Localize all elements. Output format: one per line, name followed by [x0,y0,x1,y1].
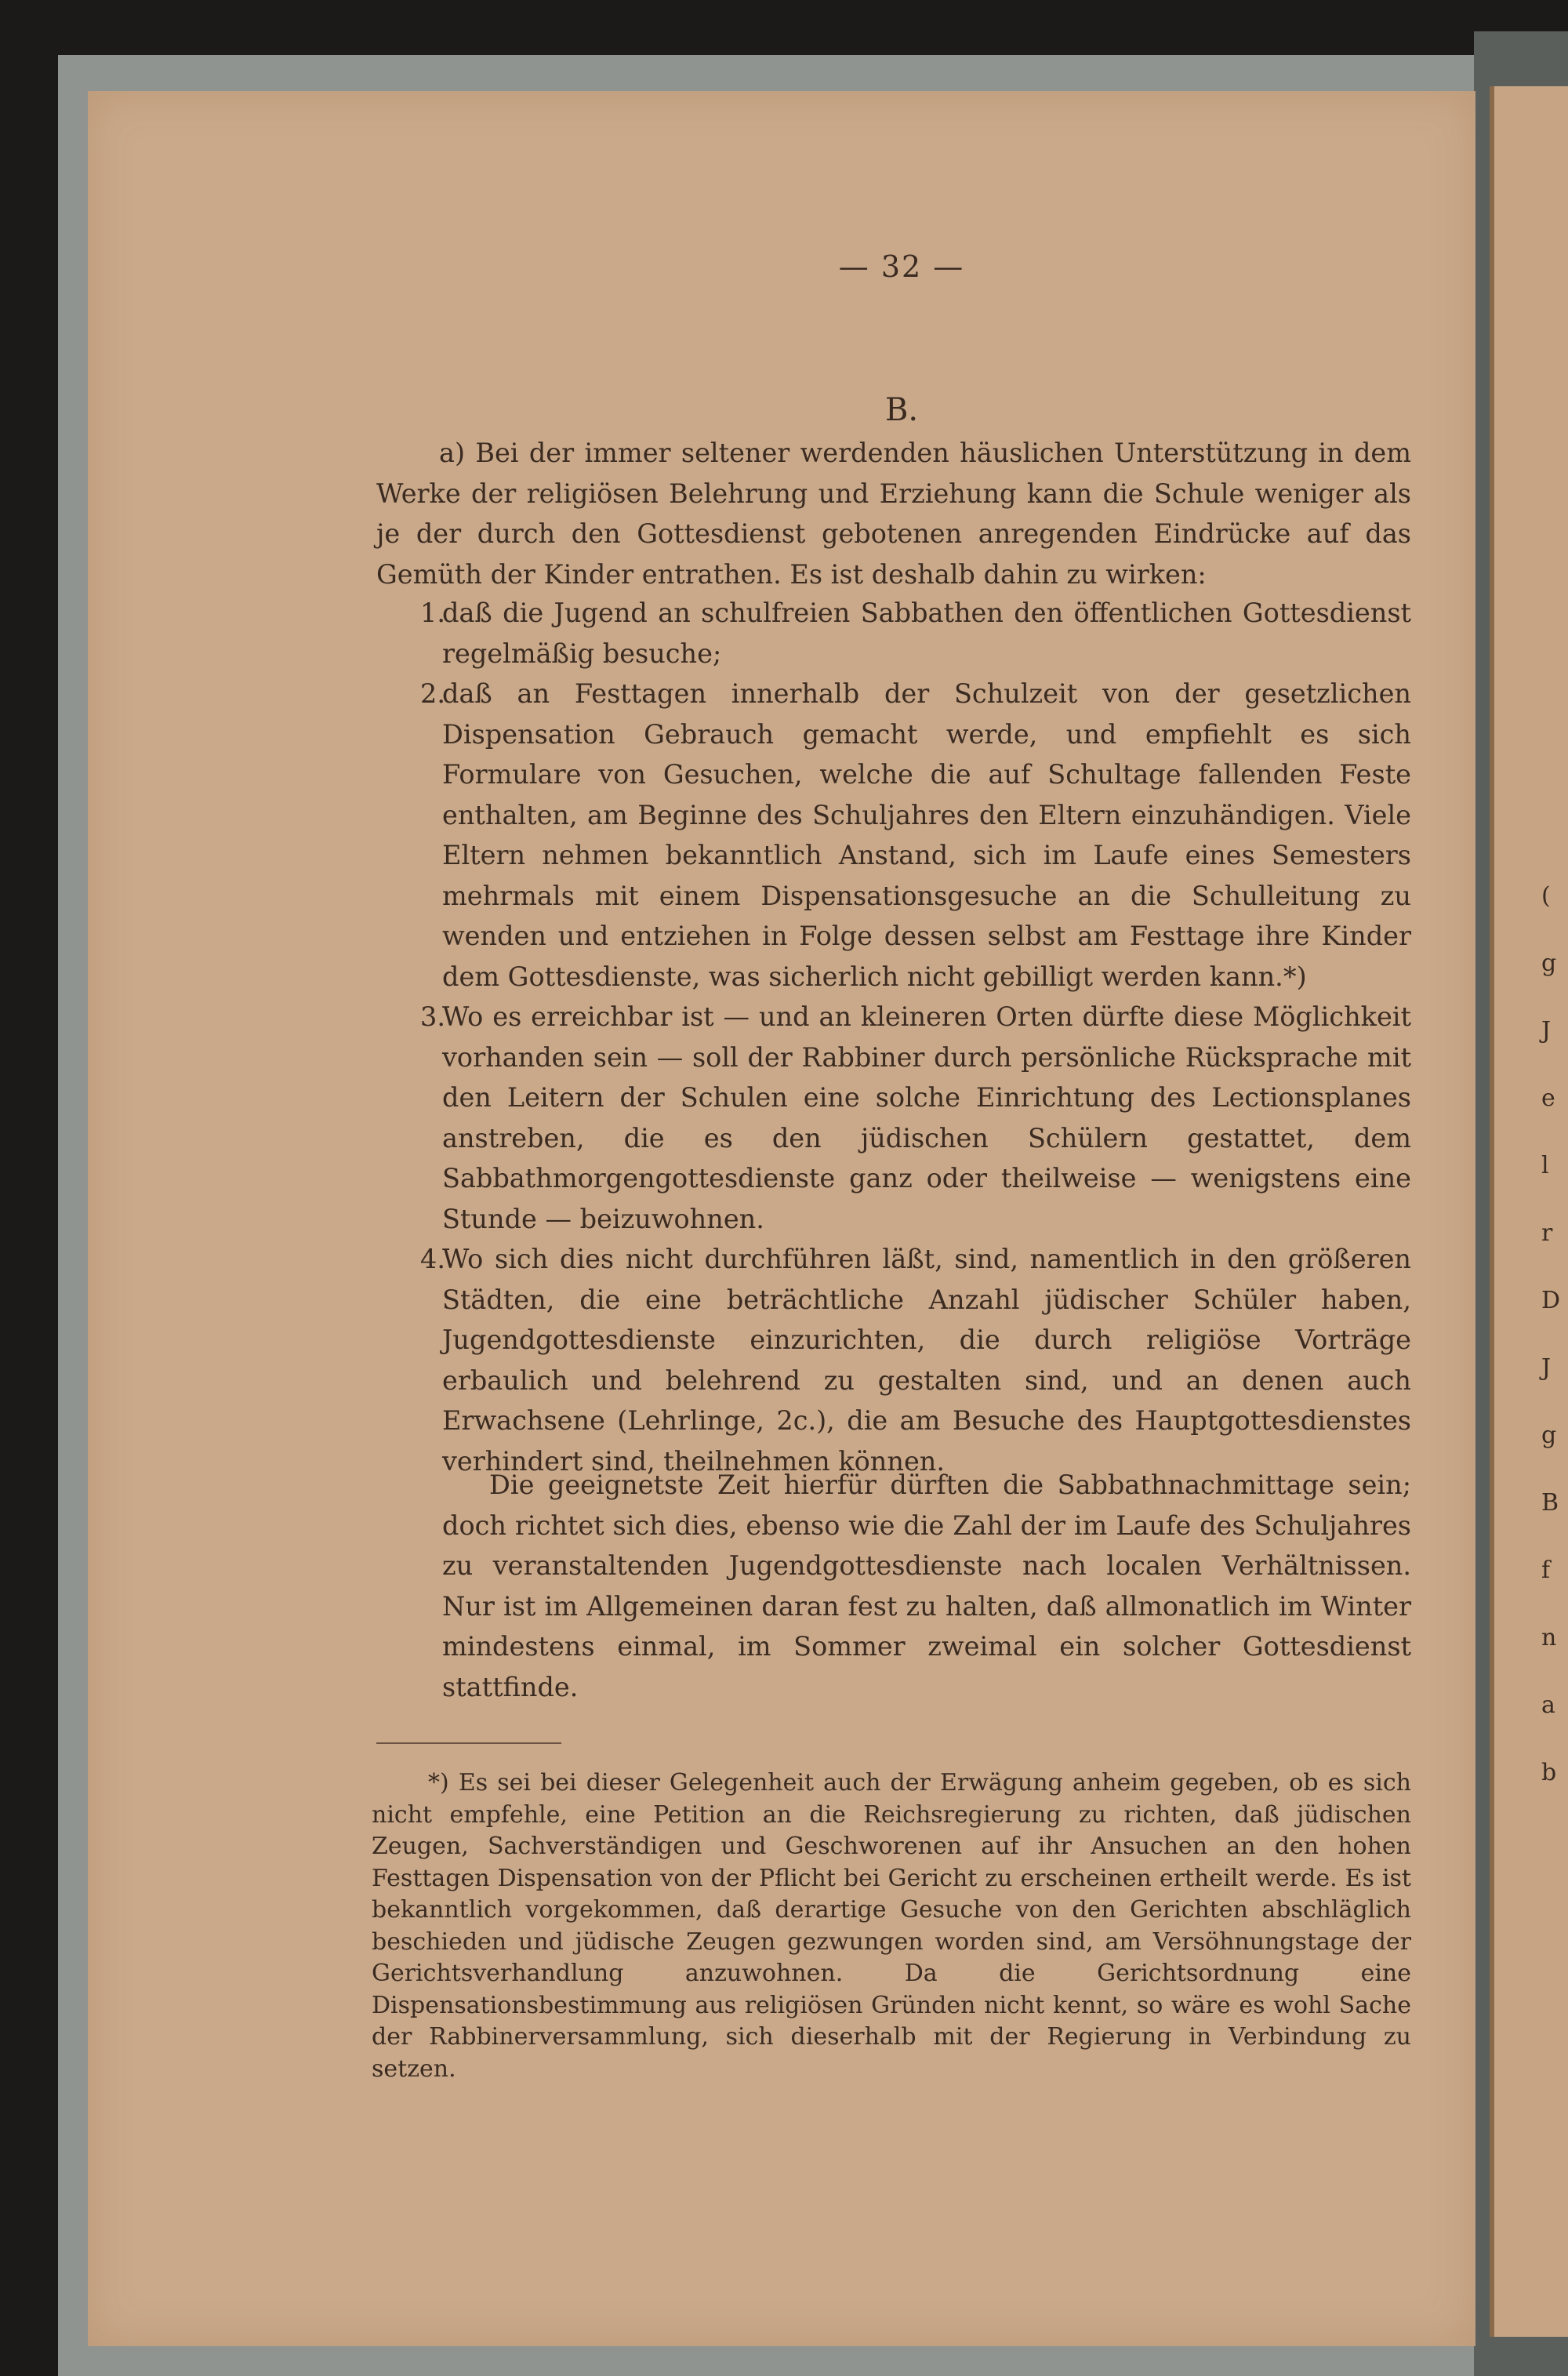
edge-glyph: l [1541,1152,1549,1179]
footnote-divider [376,1742,561,1744]
edge-glyph: ( [1541,882,1551,910]
edge-glyph: J [1541,1017,1552,1044]
edge-glyph: J [1541,1354,1552,1382]
edge-glyph: f [1541,1557,1551,1584]
edge-glyph: e [1541,1084,1555,1112]
edge-glyph: b [1541,1759,1557,1786]
closing-paragraph: Die geeignetste Zeit hierfür dürften die Sabbathnachmittage sein; doch richtet sich dies, ebenso wie die Zahl der im Laufe des Schuljahres zu veranstaltenden Jugendgottesdienste nach localen Verhältnissen. Nur ist im Allgemeinen daran fest zu halten, daß allmonatlich im Winter mindestens einmal, im Sommer zweimal ein solcher Gottesdienst stattfinde. [442,1470,1411,1702]
paragraph-a: a) Bei der immer seltener werdenden häuslichen Unterstützung in dem Werke der religiösen Belehrung und Erziehung kann die Schule weniger als je der durch den Gottesdienst gebotenen anregenden Eindrücke auf das Gemüth der Kinder entrathen. Es ist deshalb dahin zu wirken: [376,438,1411,590]
list-item [376,1239,1411,1481]
footnote: *) Es sei bei dieser Gelegenheit auch der Erwägung anheim gegeben, ob es sich nicht empfehle, eine Petition an die Reichsregierung zu richten, daß jüdischen Zeugen, Sachverständigen und Geschworenen auf ihr Ansuchen an den hohen Festtagen Dispensation von der Pflicht bei Gericht zu erscheinen ertheilt werde. Es ist bekanntlich vorgekommen, daß derartige Gesuche von den Gerichten abschläglich beschieden und jüdische Zeugen gezwungen worden sind, am Versöhnungstage der Gerichtsverhandlung anzuwohnen. Da die Gerichtsordnung eine Dispensationsbestimmung aus religiösen Gründen nicht kennt, so wäre es wohl Sache der Rabbinerversammlung, sich dieserhalb mit der Regierung in Verbindung zu setzen. [372,1769,1411,2083]
edge-glyph: g [1541,1422,1557,1449]
right-page-edge-glyphs [1541,863,1565,1807]
list-item [376,997,1411,1239]
section-title: B. [884,392,919,428]
list-item-text: daß an Festtagen innerhalb der Schulzeit von der gesetzlichen Dispensation Gebrauch gemacht werde, und empfiehlt es sich Formulare von Gesuchen, welche die auf Schultage fallenden Feste enthalten, am Beginne des Schuljahres den Eltern einzuhändigen. Viele Eltern nehmen bekanntlich Anstand, sich im Laufe eines Semesters mehrmals mit einem Dispensationsgesuche an die Schulleitung zu wenden und entziehen in Folge dessen selbst am Festtage ihre Kinder dem Gottesdienste, was sicherlich nicht gebilligt werden kann.*) [442,678,1411,992]
numbered-list [376,593,1411,1481]
edge-glyph: a [1541,1691,1555,1719]
list-item [376,674,1411,997]
list-item-text: daß die Jugend an schulfreien Sabbathen den öffentlichen Gottesdienst regelmäßig besuche; [442,598,1411,669]
edge-glyph: r [1541,1219,1553,1247]
list-item [376,593,1411,674]
edge-glyph: n [1541,1624,1557,1651]
edge-glyph: g [1541,950,1557,977]
edge-glyph: B [1541,1489,1559,1517]
list-item-number: 3. [420,1001,445,1032]
page-number-header: — 32 — [838,249,965,284]
list-item-text: Wo sich dies nicht durchführen läßt, sind, namentlich in den größeren Städten, die eine beträchtliche Anzahl jüdischer Schüler haben, Jugendgottesdienste einzurichten, die durch religiöse Vorträge erbaulich und belehrend zu gestalten sind, und an denen auch Erwachsene (Lehrlinge, 2c.), die am Besuche des Hauptgottesdienstes verhindert sind, theilnehmen können. [442,1244,1411,1477]
edge-glyph: D [1541,1287,1561,1314]
list-item-text: Wo es erreichbar ist — und an kleineren Orten dürfte diese Möglichkeit vorhanden sein — soll der Rabbiner durch persönliche Rücksprache mit den Leitern der Schulen eine solche Einrichtung des Lectionsplanes anstreben, die es den jüdischen Schülern gestattet, dem Sabbathmorgengottesdienste ganz oder theilweise — wenigstens eine Stunde — beizuwohnen. [442,1001,1411,1234]
list-item-number: 2. [420,678,445,709]
list-item-number: 1. [420,598,445,628]
list-item-number: 4. [420,1244,445,1274]
